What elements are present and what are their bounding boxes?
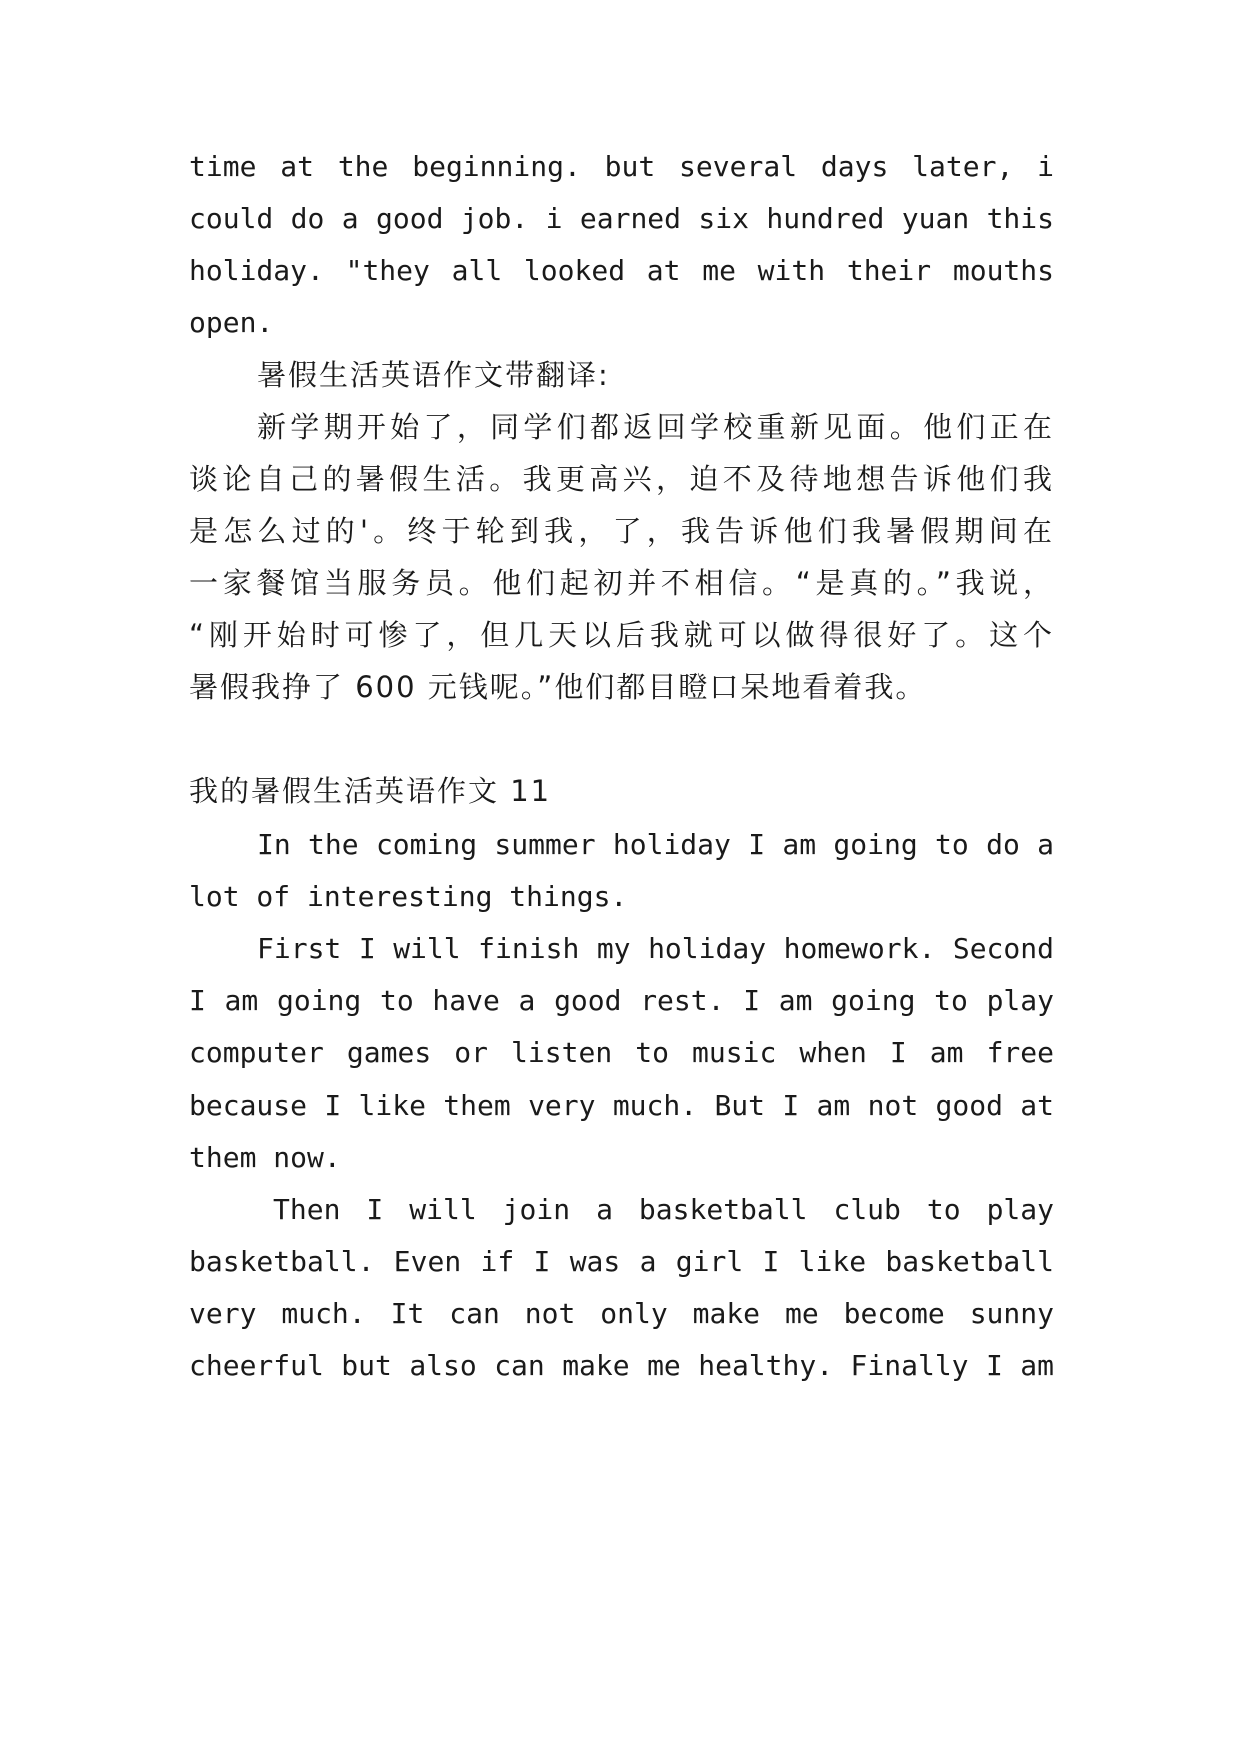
passage-line: open. xyxy=(189,306,274,339)
essay-line: basketball. Even if I was a girl I like basketball xyxy=(189,1245,1054,1278)
essay-line: I am going to have a good rest. I am going to play xyxy=(189,984,1054,1017)
translation-line: 一家餐馆当服务员。他们起初并不相信。“是真的。”我说， xyxy=(189,566,1054,600)
essay-line: lot of interesting things. xyxy=(189,880,628,913)
essay-title: 我的暑假生活英语作文 11 xyxy=(189,774,552,808)
translation-line: 是怎么过的'。终于轮到我，了，我告诉他们我暑假期间在 xyxy=(189,514,1054,548)
translation-line: 暑假我挣了 600 元钱呢。”他们都目瞪口呆地看着我。 xyxy=(189,670,927,704)
essay-line: very much. It can not only make me become sunny xyxy=(189,1297,1054,1330)
passage-line: could do a good job. i earned six hundred yuan this xyxy=(189,202,1054,235)
translation-heading: 暑假生活英语作文带翻译: xyxy=(257,358,610,392)
essay-line: computer games or listen to music when I am free xyxy=(189,1036,1054,1069)
essay-line: First I will finish my holiday homework. Second xyxy=(257,932,1054,965)
translation-line: “刚开始时可惨了，但几天以后我就可以做得很好了。这个 xyxy=(189,618,1054,652)
passage-line: time at the beginning. but several days later, i xyxy=(189,150,1054,183)
essay-line: Then I will join a basketball club to play xyxy=(273,1193,1054,1226)
essay-line: In the coming summer holiday I am going to do a xyxy=(257,828,1054,861)
translation-line: 新学期开始了，同学们都返回学校重新见面。他们正在 xyxy=(257,410,1054,444)
translation-line: 谈论自己的暑假生活。我更高兴，迫不及待地想告诉他们我 xyxy=(189,462,1054,496)
passage-line: holiday. "they all looked at me with their mouths xyxy=(189,254,1054,287)
essay-line: because I like them very much. But I am not good at xyxy=(189,1089,1054,1122)
essay-line: cheerful but also can make me healthy. Finally I am xyxy=(189,1349,1054,1382)
essay-line: them now. xyxy=(189,1141,341,1174)
